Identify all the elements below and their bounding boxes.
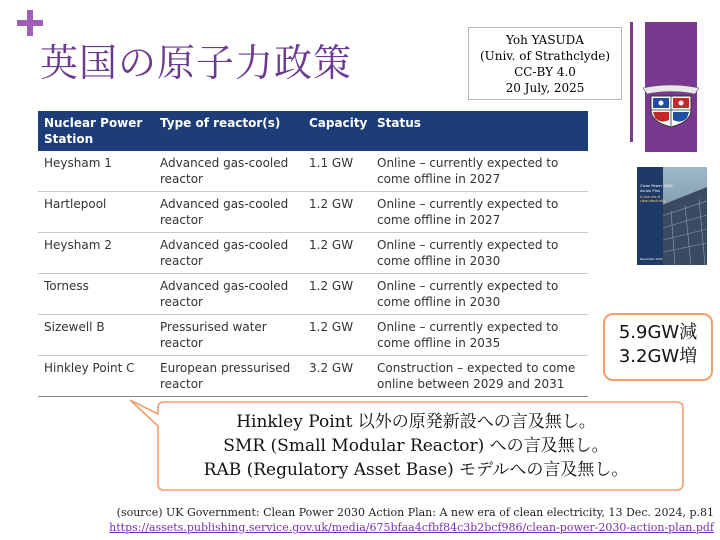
- credit-box: [468, 27, 622, 100]
- callout-line-hinkley: Hinkley Point 以外の原発新設への言及無し。: [236, 412, 596, 432]
- status-cell: Construction – expected to come online between 2029 and 2031: [371, 356, 588, 397]
- capacity-cell: 1.2 GW: [303, 315, 371, 356]
- type-cell: Pressurised water reactor: [154, 315, 303, 356]
- table-header-row: [38, 111, 588, 151]
- header-station: Nuclear Power Station: [38, 111, 154, 151]
- capacity-cell: 1.2 GW: [303, 233, 371, 274]
- accent-line: [630, 22, 633, 142]
- capacity-change-note: [603, 313, 713, 381]
- booklet-title-1: Clean Power 2030: [640, 184, 673, 188]
- callout-text: [148, 410, 684, 482]
- status-cell: Online – currently expected to come offline in 2035: [371, 315, 588, 356]
- university-crest-icon: [641, 84, 701, 128]
- credit-license: CC-BY 4.0: [514, 65, 576, 79]
- source-citation: (source) UK Government: Clean Power 2030 Action Plan: A new era of clean electricity, 13 Dec. 2024, p.81: [116, 506, 714, 519]
- station-cell: Heysham 2: [38, 233, 154, 274]
- header-capacity: Capacity: [303, 111, 371, 151]
- type-cell: European pressurised reactor: [154, 356, 303, 397]
- header-type: Type of reactor(s): [154, 111, 303, 151]
- table-row: [38, 315, 588, 356]
- status-cell: Online – currently expected to come offline in 2030: [371, 274, 588, 315]
- table-row: [38, 356, 588, 397]
- booklet-subtitle-1: A new era of: [640, 195, 661, 199]
- report-cover-thumbnail: [637, 167, 707, 265]
- booklet-subtitle-2: clean electricity: [640, 199, 666, 203]
- status-cell: Online – currently expected to come offline in 2027: [371, 151, 588, 192]
- callout-line-smr: SMR (Small Modular Reactor) への言及無し。: [223, 436, 609, 456]
- capacity-cell: 1.2 GW: [303, 274, 371, 315]
- credit-author: Yoh YASUDA: [506, 33, 584, 47]
- callout-line-rab: RAB (Regulatory Asset Base) モデルへの言及無し。: [203, 460, 629, 480]
- station-cell: Hartlepool: [38, 192, 154, 233]
- booklet-title-2: Action Plan: [640, 189, 661, 193]
- credit-affiliation: (Univ. of Strathclyde): [479, 49, 611, 63]
- capacity-decrease: 5.9GW減: [618, 322, 698, 343]
- capacity-cell: 1.2 GW: [303, 192, 371, 233]
- nuclear-stations-table: [38, 111, 588, 397]
- credit-date: 20 July, 2025: [505, 81, 585, 95]
- table-row: [38, 151, 588, 192]
- table-row: [38, 274, 588, 315]
- slide-title: 英国の原子力政策: [40, 41, 353, 85]
- header-status: Status: [371, 111, 588, 151]
- table-row: [38, 192, 588, 233]
- station-cell: Hinkley Point C: [38, 356, 154, 397]
- station-cell: Sizewell B: [38, 315, 154, 356]
- status-cell: Online – currently expected to come offline in 2030: [371, 233, 588, 274]
- table-row: [38, 233, 588, 274]
- station-cell: Heysham 1: [38, 151, 154, 192]
- type-cell: Advanced gas-cooled reactor: [154, 151, 303, 192]
- source-link[interactable]: https://assets.publishing.service.gov.uk/media/675bfaa4cfbf84c3b2bcf986/clean-power-2030-action-plan.pdf: [109, 521, 714, 534]
- booklet-date: December 2024: [640, 257, 663, 261]
- capacity-cell: 1.1 GW: [303, 151, 371, 192]
- capacity-increase: 3.2GW増: [618, 346, 698, 367]
- station-cell: Torness: [38, 274, 154, 315]
- status-cell: Online – currently expected to come offline in 2027: [371, 192, 588, 233]
- type-cell: Advanced gas-cooled reactor: [154, 274, 303, 315]
- type-cell: Advanced gas-cooled reactor: [154, 192, 303, 233]
- type-cell: Advanced gas-cooled reactor: [154, 233, 303, 274]
- capacity-cell: 3.2 GW: [303, 356, 371, 397]
